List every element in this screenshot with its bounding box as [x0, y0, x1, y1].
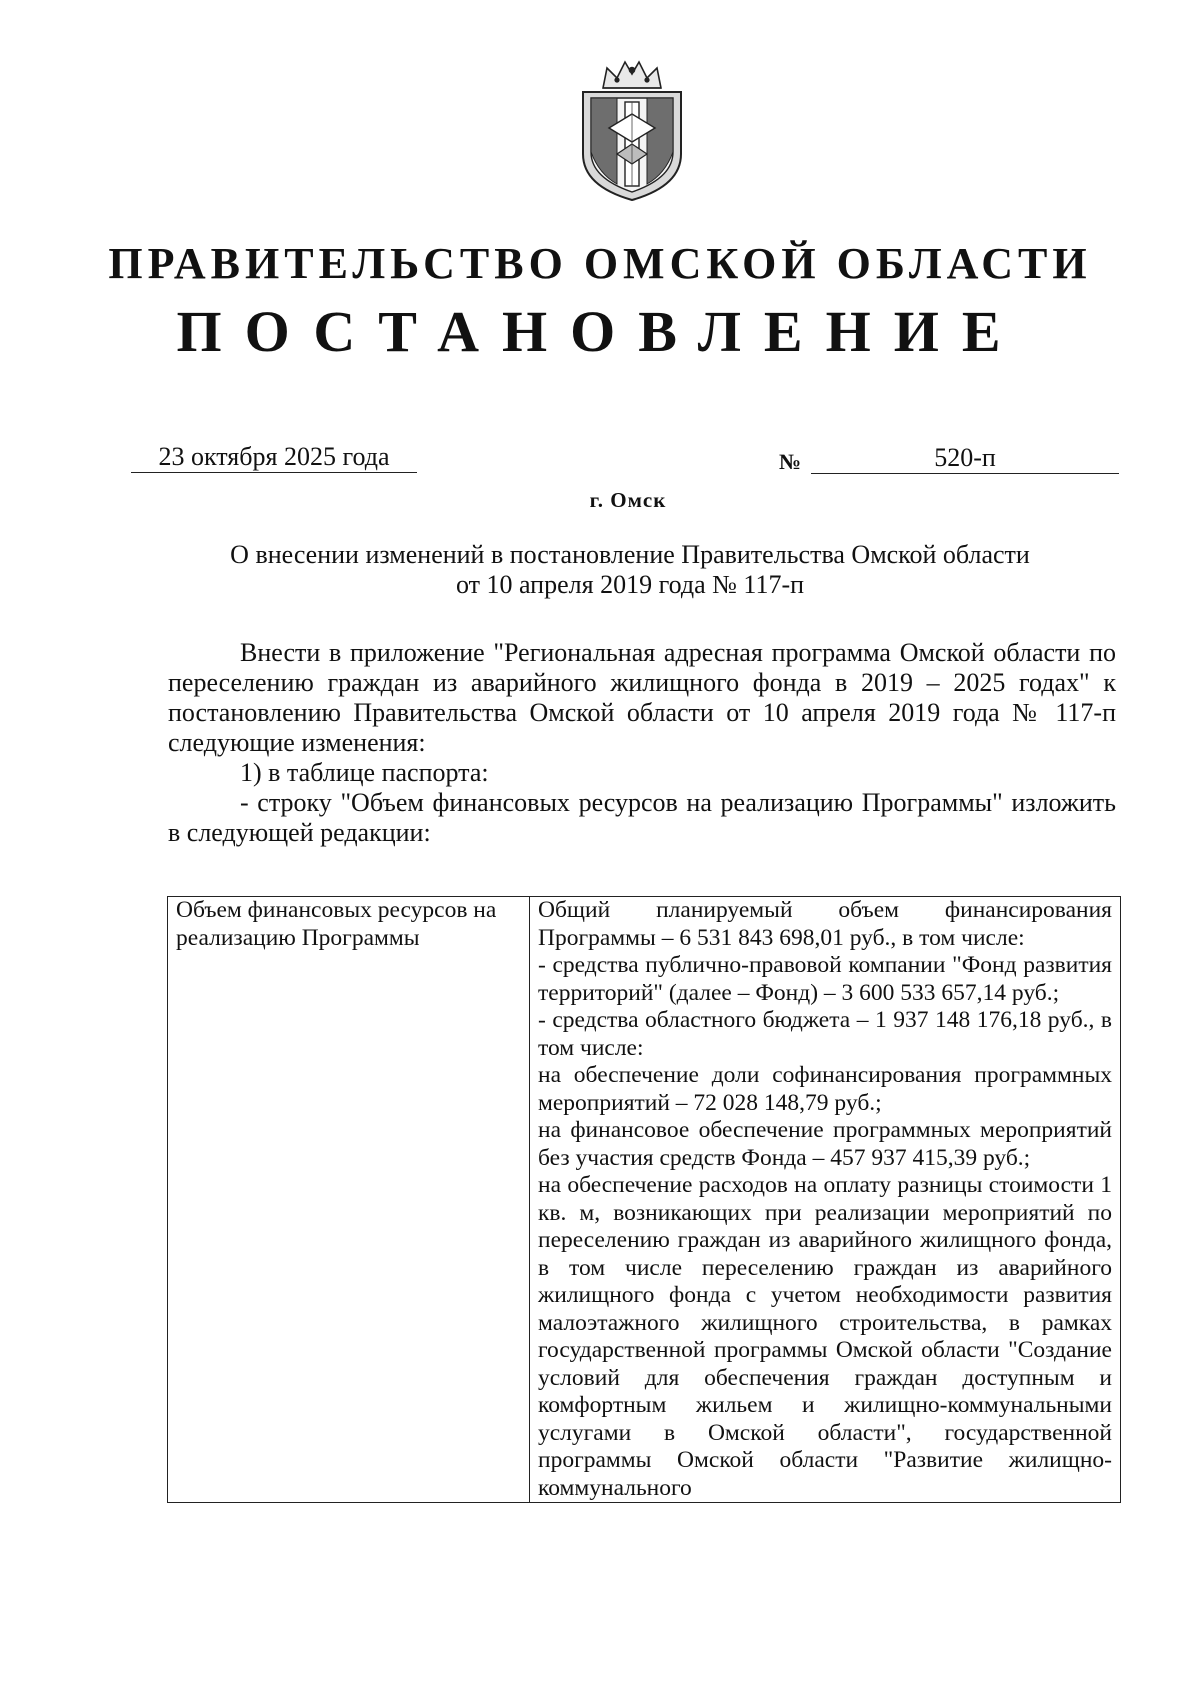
subject-line-1: О внесении изменений в постановление Правительства Омской области: [230, 540, 1030, 569]
coat-of-arms-emblem: [573, 58, 691, 204]
passport-table: [167, 896, 1121, 1503]
table-cell-content: [530, 897, 1121, 1503]
body-intro-paragraph: Внести в приложение "Региональная адресная программа Омской области по переселению граждан из аварийного жилищного фонда в 2019 – 2025 годах" к постановлению Правительства Омской области от 10 апреля 2019 года № 117-п следующие изменения:: [168, 638, 1116, 757]
table-right-paragraph: Общий планируемый объем финансирования Программы – 6 531 843 698,01 руб., в том числе:: [538, 897, 1112, 951]
body-item-1-sub: - строку "Объем финансовых ресурсов на реализацию Программы" изложить в следующей редакции:: [168, 788, 1116, 847]
organization-title: ПРАВИТЕЛЬСТВО ОМСКОЙ ОБЛАСТИ: [108, 239, 1092, 288]
table-right-paragraph: - средства публично-правовой компании "Фонд развития территорий" (далее – Фонд) – 3 600 533 657,14 руб.;: [538, 952, 1112, 1006]
document-subject: [150, 540, 1110, 600]
document-date: 23 октября 2025 года: [131, 442, 417, 473]
subject-line-2: от 10 апреля 2019 года № 117-п: [455, 570, 805, 599]
document-type-title: ПОСТАНОВЛЕНИЕ: [176, 299, 1024, 364]
table-row: [168, 897, 1121, 1503]
table-right-paragraph: - средства областного бюджета – 1 937 148 176,18 руб., в том числе:: [538, 1007, 1112, 1061]
document-body: [168, 638, 1116, 848]
table-right-paragraph: на обеспечение доли софинансирования программных мероприятий – 72 028 148,79 руб.;: [538, 1062, 1112, 1116]
number-sign: №: [779, 449, 802, 474]
body-item-1: 1) в таблице паспорта:: [240, 758, 489, 787]
city-label: г. Омск: [589, 488, 667, 512]
table-cell-label: [168, 897, 530, 1503]
table-left-text: Объем финансовых ресурсов на реализацию Программы: [176, 897, 497, 951]
table-right-paragraph: на финансовое обеспечение программных мероприятий без участия средств Фонда – 457 937 415,39 руб.;: [538, 1117, 1112, 1171]
document-number: 520-п: [811, 443, 1119, 474]
table-right-paragraph: на обеспечение расходов на оплату разницы стоимости 1 кв. м, возникающих при реализации мероприятий по переселению граждан из аварийного жилищного фонда, в том числе переселению граждан из аварийного жилищного фонда с учетом необходимости развития малоэтажного жилищного строительства, в рамках государственной программы Омской области "Создание условий для обеспечения граждан доступным и комфортным жильем и жилищно-коммунальными услугами в Омской области", государственной программы Омской области "Развитие жилищно-коммунального: [538, 1172, 1112, 1501]
